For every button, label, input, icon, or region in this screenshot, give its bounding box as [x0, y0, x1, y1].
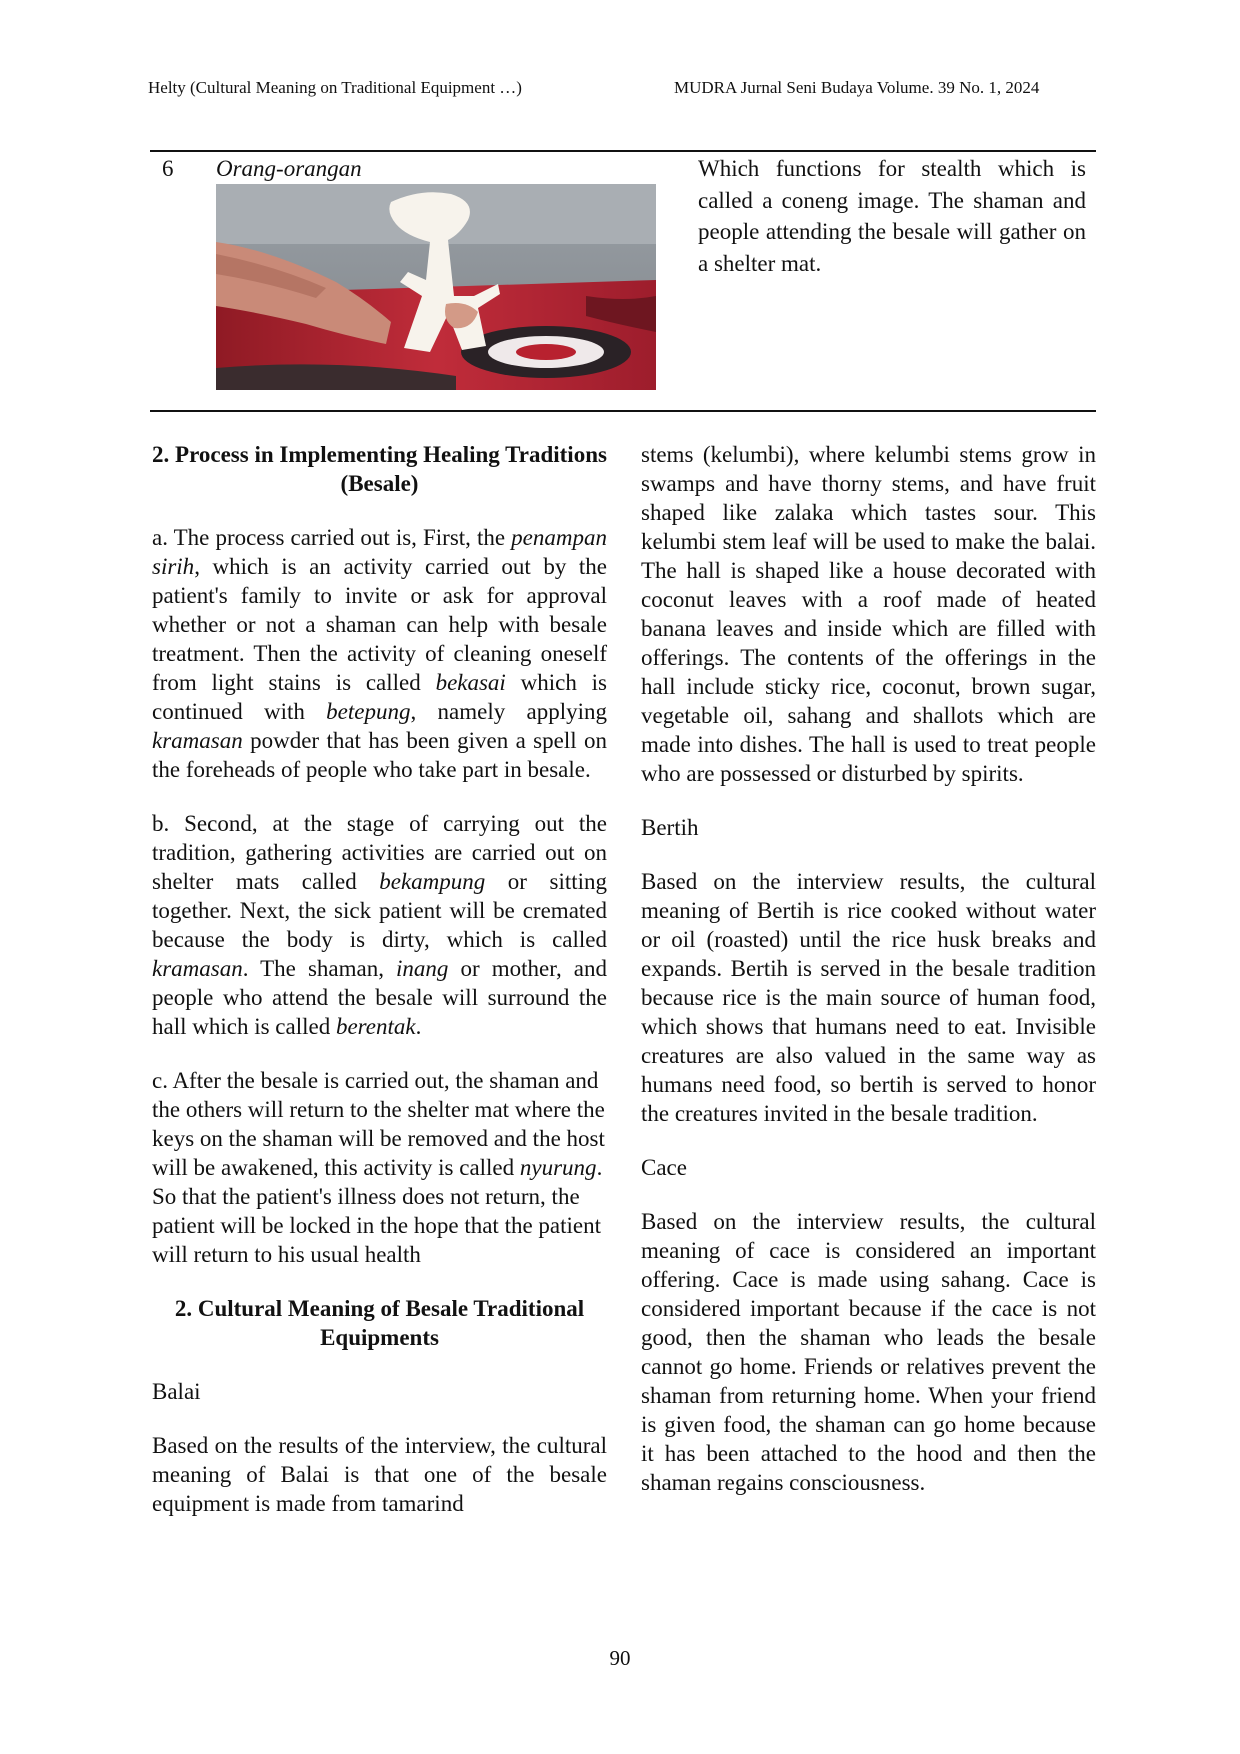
table-bottom-rule — [150, 410, 1096, 412]
table-row-description: Which functions for stealth which is called a coneng image. The shaman and people attending the besale will gather on a shelter mat. — [698, 156, 1086, 276]
right-column — [641, 440, 1096, 1522]
left-column — [152, 440, 607, 1543]
paragraph-cace: Based on the interview results, the cultural meaning of cace is considered an important offering. Cace is made using sahang. Cace is considered important because if the cace is not good, then the shaman who leads the besale cannot go home. Friends or relatives prevent the shaman from returning home. When your friend is given food, the shaman can go home because it has been attached to the hood and then the shaman regains consciousness. — [641, 1209, 1096, 1495]
subheading-cace: Cace — [641, 1155, 687, 1180]
page-number: 90 — [609, 1646, 631, 1670]
paragraph-b: b. Second, at the stage of carrying out the tradition, gathering activities are carried out on shelter mats called bekampung or sitting together. Next, the sick patient will be cremated because the body is dirty, which is called kramasan. The shaman, inang or mother, and people who attend the besale will surround the hall which is called berentak. — [152, 811, 608, 1039]
paragraph-balai-start: Based on the results of the interview, the cultural meaning of Balai is that one of the besale equipment is made from tamarind — [152, 1433, 607, 1516]
paragraph-bertih: Based on the interview results, the cultural meaning of Bertih is rice cooked without water or oil (roasted) until the rice husk breaks and expands. Bertih is served in the besale tradition because rice is the main source of human food, which shows that humans need to eat. Invisible creatures are also valued in the same way as humans need food, so bertih is served to honor the creatures invited in the besale tradition. — [641, 869, 1096, 1126]
subheading-bertih: Bertih — [641, 815, 699, 840]
subheading-balai: Balai — [152, 1379, 201, 1404]
running-head-left: Helty (Cultural Meaning on Traditional Equipment …) — [148, 78, 522, 97]
paragraph-c: c. After the besale is carried out, the shaman and the others will return to the shelter mat where the keys on the shaman will be removed and the host will be awakened, this activity is called nyurung. So that the patient's illness does not return, the patient will be locked in the hope that the patient will return to his usual health — [152, 1068, 605, 1267]
running-head-right: MUDRA Jurnal Seni Budaya Volume. 39 No. 1, 2024 — [674, 78, 1040, 97]
paragraph-balai-continued: stems (kelumbi), where kelumbi stems grow in swamps and have thorny stems, and have fruit shaped like zalaka which tastes sour. This kelumbi stem leaf will be used to make the balai. The hall is shaped like a house decorated with coconut leaves with a roof made of heated banana leaves and inside which are filled with offerings. The contents of the offerings in the hall include sticky rice, coconut, brown sugar, vegetable oil, sahang and shallots which are made into dishes. The hall is used to treat people who are possessed or disturbed by spirits. — [641, 442, 1096, 786]
orang-orangan-photo — [216, 184, 656, 390]
paragraph-a: a. The process carried out is, First, the penampan sirih, which is an activity carried out by the patient's family to invite or ask for approval whether or not a shaman can help with besale treatment. Then the activity of cleaning oneself from light stains is called bekasai which is continued with betepung, namely applying kramasan powder that has been given a spell on the foreheads of people who take part in besale. — [152, 525, 607, 782]
heading-cultural-meaning: 2. Cultural Meaning of Besale Traditional Equipments — [174, 1296, 585, 1350]
heading-process: 2. Process in Implementing Healing Traditions (Besale) — [152, 442, 607, 496]
table-row-number: 6 — [162, 156, 174, 181]
table-row-name: Orang-orangan — [216, 156, 362, 181]
table-top-rule — [150, 150, 1096, 152]
